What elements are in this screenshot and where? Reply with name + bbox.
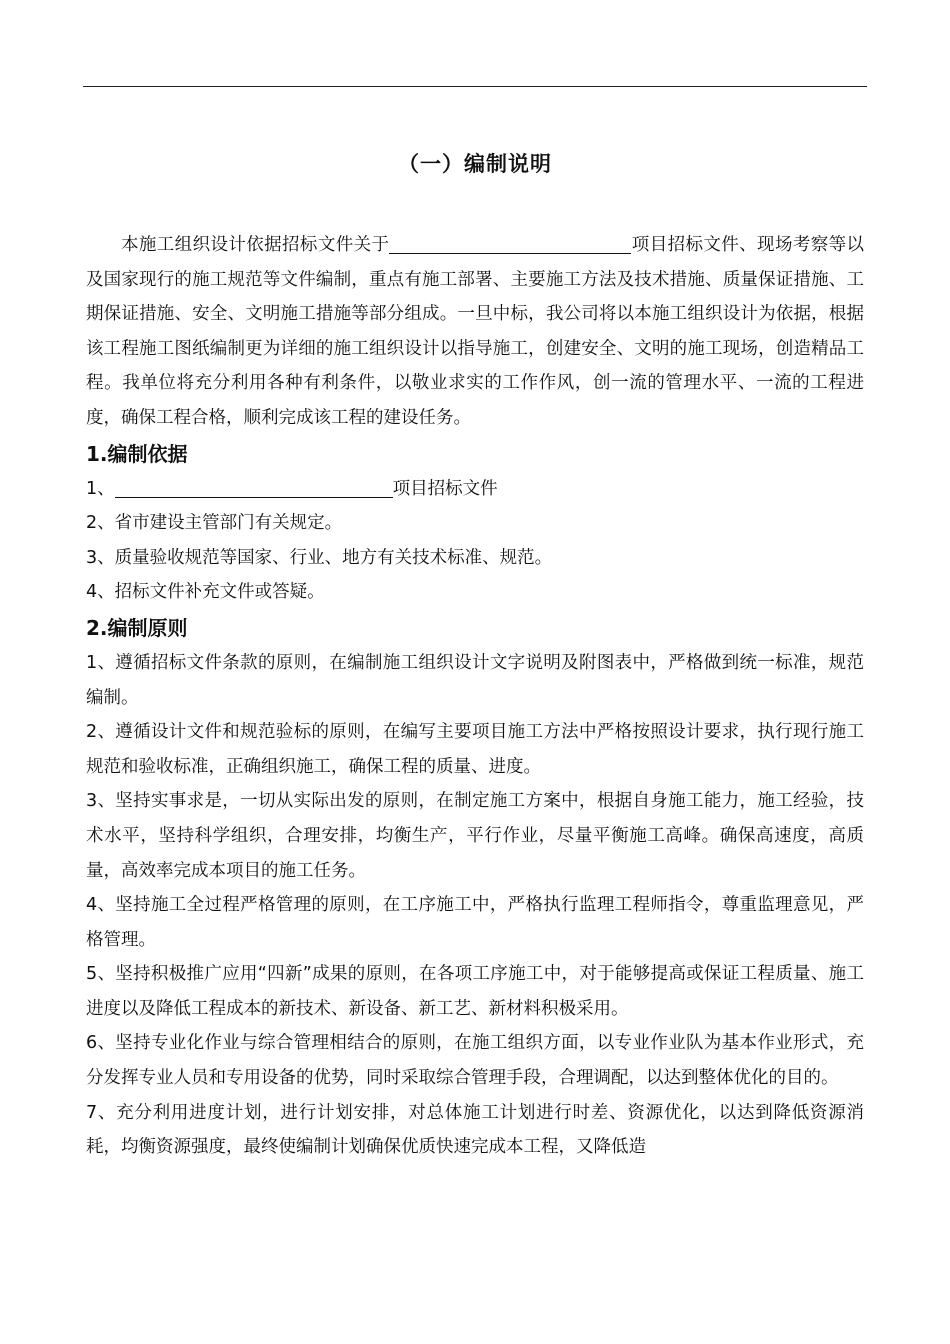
basis-item-2: 2、省市建设主管部门有关规定。 [86, 513, 343, 534]
principle-item-2: 2、遵循设计文件和规范验标的原则，在编写主要项目施工方法中严格按照设计要求，执行现行施工规范和验收标准，正确组织施工，确保工程的质量、进度。 [86, 722, 864, 777]
principle-item-3: 3、坚持实事求是，一切从实际出发的原则，在制定施工方案中，根据自身施工能力，施工经验，技术水平，坚持科学组织，合理安排，均衡生产，平行作业，尽量平衡施工高峰。确保高速度，高质量，高效率完成本项目的施工任务。 [86, 791, 864, 881]
basis-item-1-prefix: 1、 [86, 478, 115, 499]
principle-item-6: 6、坚持专业化作业与综合管理相结合的原则，在施工组织方面，以专业作业队为基本作业形式，充分发挥专业人员和专用设备的优势，同时采取综合管理手段，合理调配，以达到整体优化的目的。 [86, 1033, 864, 1089]
header-rule [83, 86, 867, 87]
document-body [86, 228, 864, 1165]
intro-text-before-blank: 本施工组织设计依据招标文件关于 [121, 235, 390, 255]
basis-item-4: 4、招标文件补充文件或答疑。 [86, 582, 325, 603]
basis-item-1 [86, 472, 864, 507]
basis-item-1-suffix: 项目招标文件 [392, 478, 498, 499]
principle-item-4: 4、坚持施工全过程严格管理的原则，在工序施工中，严格执行监理工程师指令，尊重监理意见，严格管理。 [86, 895, 864, 950]
intro-text-after-blank: 项目招标文件、现场考察等以及国家现行的施工规范等文件编制，重点有施工部署、主要施工方法及技术措施、质量保证措施、工期保证措施、安全、文明施工措施等部分组成。一旦中标，我公司将以本施工组织设计为依据，根据该工程施工图纸编制更为详细的施工组织设计以指导施工，创建安全、文明的施工现场，创造精品工程。我单位将充分利用各种有利条件，以敬业求实的工作作风，创一流的管理水平、一流的工程进度，确保工程合格，顺利完成该工程的建设任务。 [86, 235, 865, 428]
principle-item-5: 5、坚持积极推广应用“四新”成果的原则，在各项工序施工中，对于能够提高或保证工程质量、施工进度以及降低工程成本的新技术、新设备、新工艺、新材料积极采用。 [86, 964, 864, 1019]
section-heading-basis: 1.编制依据 [86, 441, 188, 466]
fill-in-blank [389, 231, 631, 254]
basis-item-3: 3、质量验收规范等国家、行业、地方有关技术标准、规范。 [86, 547, 553, 568]
fill-in-blank [115, 475, 393, 498]
section-heading-principles: 2.编制原则 [86, 615, 188, 640]
intro-paragraph [86, 228, 864, 436]
principle-item-1: 1、遵循招标文件条款的原则，在编制施工组织设计文字说明及附图表中，严格做到统一标准，规范编制。 [86, 652, 864, 708]
principle-item-7: 7、充分利用进度计划，进行计划安排，对总体施工计划进行时差、资源优化，以达到降低资源消耗，均衡资源强度，最终使编制计划确保优质快速完成本工程，又降低造 [86, 1102, 864, 1158]
page-title: （一）编制说明 [398, 152, 552, 176]
